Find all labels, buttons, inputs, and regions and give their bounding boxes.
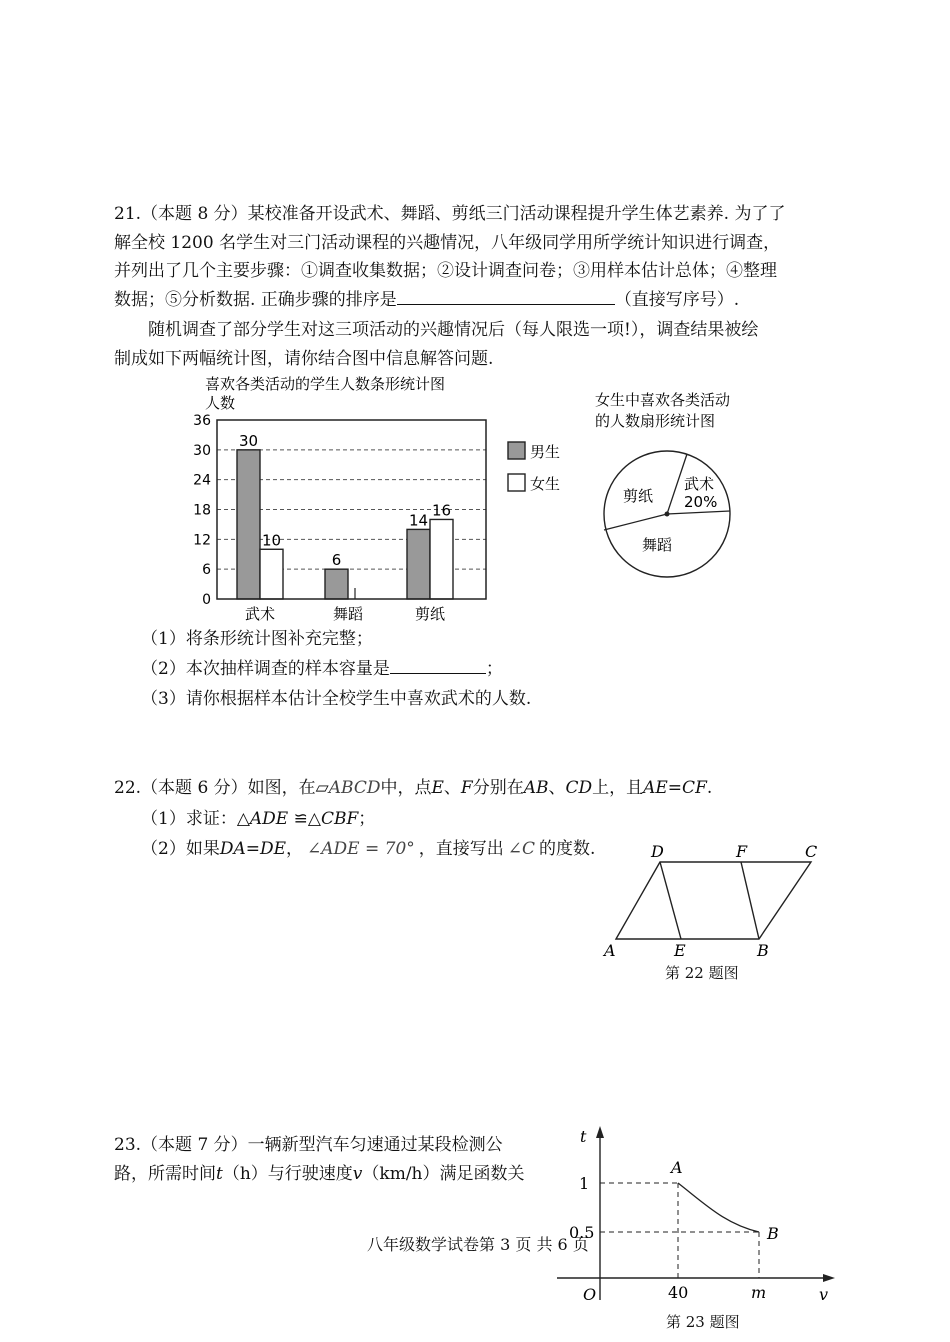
q22-condition: AE=CF (643, 778, 707, 798)
q22-sub2-text: （2）如果 (141, 839, 220, 859)
v-axis-arrow-icon (823, 1274, 835, 1282)
answer-blank-steps[interactable] (397, 286, 615, 305)
q22-text-b: 中，点 (380, 778, 432, 798)
q23-line2 (114, 1160, 525, 1189)
x-tick-m: m (751, 1283, 767, 1302)
q22-sep2: 、 (548, 778, 566, 798)
y-tick-label: 30 (193, 442, 211, 459)
pie-title-line2: 的人数扇形统计图 (595, 412, 716, 430)
q22-figure-caption: 第 22 题图 (665, 964, 739, 982)
y-tick-label: 6 (202, 562, 211, 579)
label-d: D (651, 842, 664, 861)
label-f: F (736, 842, 748, 861)
y-axis-label: 人数 (205, 394, 236, 412)
answer-blank-sample-size[interactable] (390, 655, 486, 674)
bar-男生 (325, 569, 348, 599)
pie-slice-label-wudao: 舞蹈 (642, 536, 673, 554)
legend-label: 男生 (530, 443, 561, 461)
q22-sub1 (141, 805, 375, 834)
bar-女生 (430, 519, 453, 599)
x-tick-40: 40 (668, 1283, 689, 1302)
q22-shape: ABCD (328, 778, 381, 798)
q21-line5: 随机调查了部分学生对这三项活动的兴趣情况后（每人限选一项!），调查结果被绘 (148, 320, 759, 340)
q22-seg-cd: CD (565, 778, 593, 798)
q21-line4 (114, 286, 739, 315)
bar-女生 (260, 549, 283, 599)
bar-data-label: 6 (331, 551, 342, 570)
y-tick-label: 36 (193, 413, 211, 429)
bar-data-label: 16 (431, 501, 452, 520)
bar-chart (180, 372, 580, 632)
q22-point-f: F (460, 778, 473, 798)
pie-slice-label-jianzhi: 剪纸 (623, 487, 654, 505)
q23-var-t: t (216, 1164, 223, 1184)
parallelogram-abcd (616, 862, 811, 939)
q21-sub2-suffix: ； (485, 659, 503, 679)
q21-line6: 制成如下两幅统计图，请你结合图中信息解答问题. (114, 349, 494, 369)
q23-line2-text2: （h）与行驶速度 (222, 1164, 353, 1184)
parallelogram-symbol-icon: ▱ (315, 778, 329, 798)
q23-figure-caption: 第 23 题图 (666, 1313, 740, 1331)
q22-point-e: E (431, 778, 444, 798)
page-footer: 八年级数学试卷第 3 页 共 6 页 (367, 1235, 589, 1254)
category-labels (245, 605, 445, 623)
pie-slice-label-wushu: 武术 (684, 475, 715, 493)
point-a-label: A (671, 1158, 683, 1177)
segment-de (660, 862, 681, 939)
bar-data-label: 14 (408, 511, 429, 530)
bar-男生 (237, 450, 260, 599)
y-tick-labels (193, 413, 211, 608)
q23-line2-text: 路，所需时间 (114, 1164, 216, 1184)
bar-chart-title: 喜欢各类活动的学生人数条形统计图 (205, 375, 446, 393)
q21-sub3: （3）请你根据样本估计全校学生中喜欢武术的人数. (141, 689, 532, 709)
bar-data-label: 30 (238, 431, 259, 450)
hyperbola-curve (678, 1183, 759, 1232)
q22-end1: . (706, 778, 713, 798)
q22-text-d: 上，且 (592, 778, 644, 798)
q21-line4-text: 数据；⑤分析数据. 正确步骤的排序是 (114, 290, 397, 310)
label-a: A (604, 941, 616, 960)
y-tick-05: 0.5 (569, 1223, 595, 1242)
q21-sub2 (141, 655, 503, 684)
point-b-label: B (767, 1224, 779, 1243)
bar-男生 (407, 529, 430, 599)
label-c: C (805, 842, 818, 861)
label-b: B (757, 941, 769, 960)
q22-sub2-comma: ， (286, 839, 304, 859)
y-tick-label: 18 (193, 502, 211, 519)
y-tick-label: 0 (202, 592, 211, 608)
parallelogram-figure (595, 840, 835, 960)
q22-angle-ade: ∠ADE = 70° (307, 839, 415, 859)
legend-swatch (508, 442, 525, 459)
legend-swatch (508, 474, 525, 491)
y-tick-1: 1 (579, 1174, 590, 1193)
q22-line1 (114, 774, 712, 803)
q22-sub2-text2: ，直接写出 (418, 839, 504, 859)
v-axis-label: v (819, 1285, 829, 1304)
function-graph (545, 1122, 845, 1312)
category-label: 武术 (244, 605, 276, 623)
y-tick-label: 24 (193, 472, 211, 489)
q22-tri-cbf: CBF (320, 809, 359, 829)
category-label: 剪纸 (414, 605, 446, 623)
q22-text-c: 分别在 (472, 778, 524, 798)
q22-sep1: 、 (443, 778, 461, 798)
bar-data-label: 10 (261, 531, 282, 550)
segment-bf (741, 862, 759, 939)
q22-seg-ab: AB (523, 778, 549, 798)
category-label: 舞蹈 (332, 605, 364, 623)
q22-sub2 (141, 835, 595, 864)
pie-center-dot (665, 512, 670, 517)
pie-chart (590, 385, 770, 585)
t-axis-arrow-icon (596, 1126, 604, 1138)
q22-intro: 22.（本题 6 分）如图，在 (114, 778, 316, 798)
legend-label: 女生 (530, 475, 561, 493)
pie-slice-value-wushu: 20% (684, 493, 718, 511)
q23-line2-text3: （km/h）满足函数关 (362, 1164, 525, 1184)
q22-da-de: DA=DE (219, 839, 287, 859)
label-e: E (674, 941, 686, 960)
q23-line1: 23.（本题 7 分）一辆新型汽车匀速通过某段检测公 (114, 1135, 503, 1155)
q22-tri-ade: ADE (249, 809, 289, 829)
q22-angle-c: ∠C (507, 839, 536, 859)
q21-line2: 解全校 1200 名学生对三门活动课程的兴趣情况，八年级同学用所学统计知识进行调查， (114, 233, 781, 253)
q22-sub2-end: 的度数. (539, 839, 596, 859)
legend (508, 442, 560, 493)
q21-sub2-text: （2）本次抽样调查的样本容量是 (141, 659, 390, 679)
q23-var-v: v (352, 1164, 363, 1184)
q21-line3: 并列出了几个主要步骤：①调查收集数据；②设计调查问卷；③用样本估计总体；④整理 (114, 261, 777, 281)
q21-sub1: （1）将条形统计图补充完整； (141, 629, 373, 649)
q22-sub1-end: ； (358, 809, 376, 829)
q21-line1: 21.（本题 8 分）某校准备开设武术、舞蹈、剪纸三门活动课程提升学生体艺素养. 为了了 (114, 204, 786, 224)
origin-label: O (583, 1285, 597, 1304)
pie-title-line1: 女生中喜欢各类活动 (595, 391, 731, 409)
y-tick-label: 12 (193, 532, 211, 549)
t-axis-label: t (580, 1127, 587, 1146)
q21-line4-suffix: （直接写序号）. (614, 290, 740, 310)
q22-cong: ≌△ (288, 809, 321, 829)
q22-sub1-text: （1）求证：△ (141, 809, 250, 829)
